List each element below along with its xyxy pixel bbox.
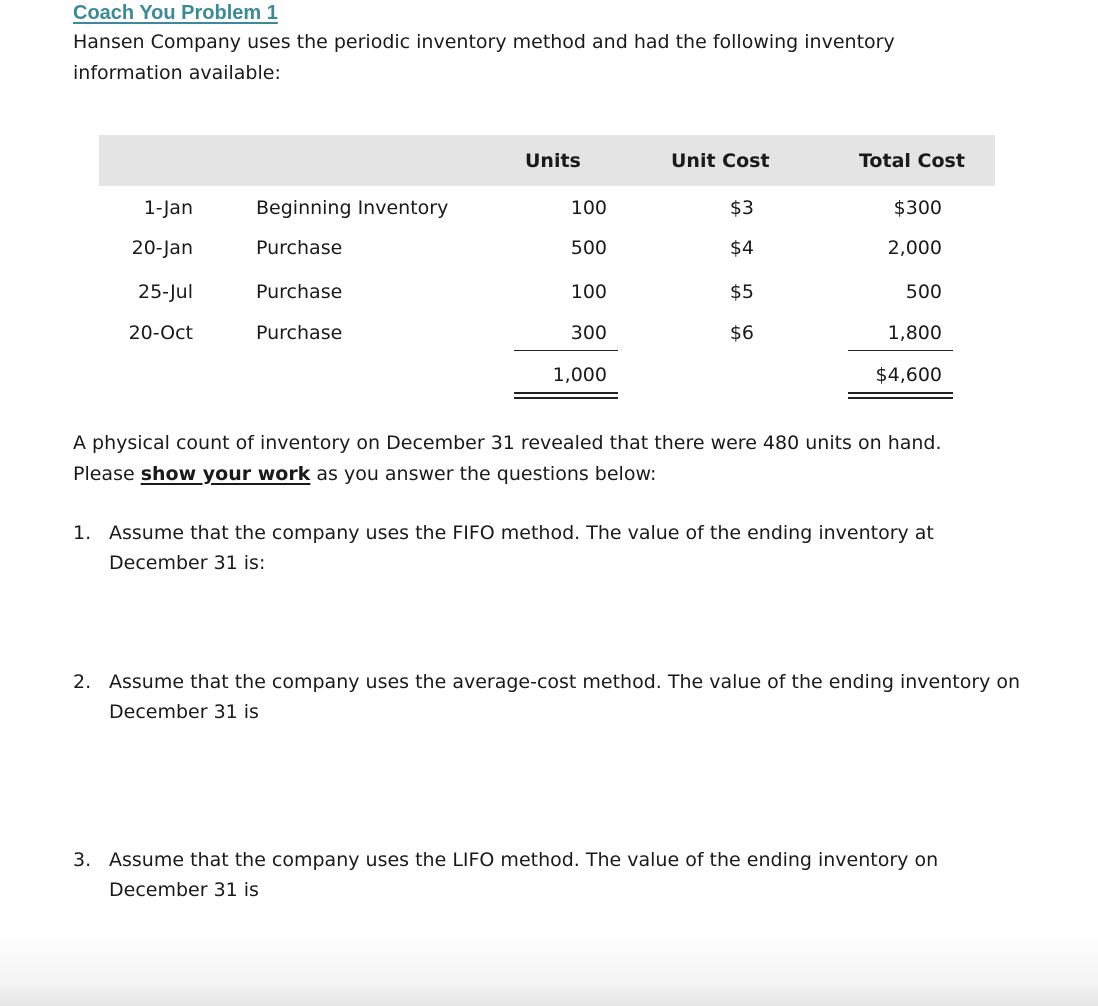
row-date: 25-Jul xyxy=(137,281,193,303)
question-text: Assume that the company uses the average-cost method. The value of the ending inventory on December 31 is xyxy=(109,671,1021,723)
row-total-cost: 500 xyxy=(905,281,942,303)
question-number: 1. xyxy=(73,522,92,544)
instruction-prefix: Please xyxy=(73,463,141,485)
physical-count-line: A physical count of inventory on December 31 revealed that there were 480 units on hand. xyxy=(73,432,942,454)
units-total-double-rule xyxy=(514,392,618,399)
row-description: Purchase xyxy=(256,237,343,259)
row-total-cost: 1,800 xyxy=(887,322,942,344)
instruction-line xyxy=(73,459,1033,490)
row-date: 1-Jan xyxy=(143,197,193,219)
intro-text: Hansen Company uses the periodic inventory method and had the following inventory information available: xyxy=(73,31,895,84)
header-total-cost: Total Cost xyxy=(859,150,965,172)
row-units: 100 xyxy=(570,197,607,219)
total-cost-total: $4,600 xyxy=(875,364,942,386)
question-number: 2. xyxy=(73,671,92,693)
bottom-edge-shadow xyxy=(0,930,1098,1006)
question-text: Assume that the company uses the FIFO method. The value of the ending inventory at December 31 is: xyxy=(109,522,934,574)
row-date: 20-Jan xyxy=(131,237,193,259)
units-total: 1,000 xyxy=(552,364,607,386)
question-item xyxy=(73,518,1033,578)
row-date: 20-Oct xyxy=(128,322,193,344)
header-unit-cost: Unit Cost xyxy=(671,150,770,172)
question-item xyxy=(73,845,1033,905)
row-units: 500 xyxy=(570,237,607,259)
header-units: Units xyxy=(525,150,581,172)
total-cost-double-rule xyxy=(848,392,953,399)
question-item xyxy=(73,667,1033,727)
row-unit-cost: $6 xyxy=(729,322,754,344)
show-your-work-emphasis: show your work xyxy=(140,463,311,485)
row-units: 300 xyxy=(570,322,607,344)
row-unit-cost: $3 xyxy=(729,197,754,219)
row-unit-cost: $5 xyxy=(729,281,754,303)
units-subtotal-rule xyxy=(514,350,618,351)
question-number: 3. xyxy=(73,849,92,871)
row-total-cost: $300 xyxy=(893,197,942,219)
question-text: Assume that the company uses the LIFO method. The value of the ending inventory on December 31 is xyxy=(109,849,939,901)
row-description: Purchase xyxy=(256,322,343,344)
instruction-suffix: as you answer the questions below: xyxy=(310,463,657,485)
row-unit-cost: $4 xyxy=(729,237,754,259)
row-units: 100 xyxy=(570,281,607,303)
row-total-cost: 2,000 xyxy=(887,237,942,259)
row-description: Purchase xyxy=(256,281,343,303)
row-description: Beginning Inventory xyxy=(256,197,449,219)
page-title: Coach You Problem 1 xyxy=(73,2,278,24)
total-cost-subtotal-rule xyxy=(848,350,953,351)
physical-count-paragraph xyxy=(73,428,1033,490)
